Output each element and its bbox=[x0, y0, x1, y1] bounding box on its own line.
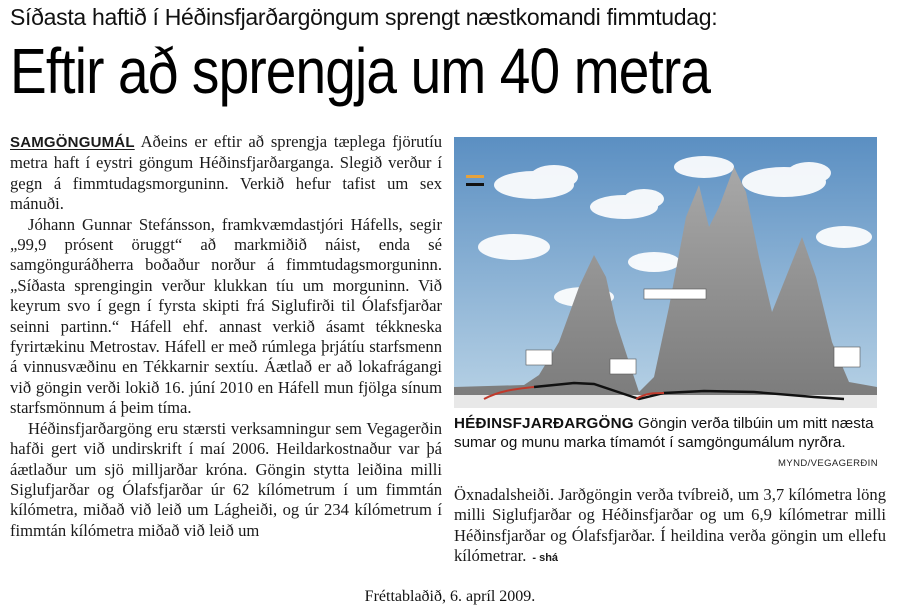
label-box-middle bbox=[610, 359, 636, 374]
label-box-top bbox=[644, 289, 706, 299]
article-paragraph-1 bbox=[10, 132, 442, 215]
tunnel-profile-image bbox=[454, 137, 877, 408]
continuation-text: Öxnadalsheiði. Jarðgöngin verða tvíbreið, um 3,7 kílómetra löng milli Siglufjarðar og Héðinsfjarðar og um 6,9 kílómetrar milli Héðinsfjarðar og Ólafsfjarðar. Í heildina verða göngin um ellefu kílómetrar. bbox=[454, 485, 886, 566]
publication-source: Fréttablaðið, 6. apríl 2009. bbox=[364, 588, 536, 605]
caption-title: HÉÐINSFJARÐARGÖNG bbox=[454, 415, 634, 432]
article-paragraph-2: Jóhann Gunnar Stefánsson, framkvæmdastjóri Háfells, segir „99,9 prósent öruggt“ að markmiðið náist, enda sé samgönguráðherra boðaður norður á fimmtudagsmorguninn. „Síðasta sprengingin verður klukkan tíu um morguninn. Við keyrum svo í gegn í fyrsta skipti frá Siglufirði til Ólafsfjarðar seinni partinn.“ Háfell ehf. annast verkið ásamt tékkneska fyrirtækinu Metrostav. Háfell er með rúmlega þrjátíu starfsmenn á vinnusvæðinu en Tékkarnir sextíu. Áætlað er að lokafrágangi við göngin verði lokið 16. júní 2010 en Háfell mun fjölga sínum starfsmönnum á þeim tíma. bbox=[10, 214, 442, 418]
paragraph-1-text: Aðeins er eftir að sprengja tæplega fjörutíu metra haft í eystri göngum Héðinsfjarðarganga. Slegið verður í gegn á fimmtudagsmorguninn. Verkið hefur tafist um sex mánuði. bbox=[10, 132, 442, 214]
headline: Eftir að sprengja um 40 metra bbox=[10, 35, 711, 107]
legend-mark-1 bbox=[466, 175, 484, 178]
article-body-left bbox=[10, 132, 442, 541]
kicker: Síðasta haftið í Héðinsfjarðargöngum sprengt næstkomandi fimmtudag: bbox=[10, 4, 718, 30]
label-box-right bbox=[834, 347, 860, 367]
caption-text: Göngin verða tilbúin um mitt næsta sumar og munu marka tímamót í samgöngumálum nyrðra. bbox=[454, 415, 874, 451]
legend-mark-2 bbox=[466, 183, 484, 186]
article-body-right bbox=[454, 485, 886, 569]
photo-credit: MYND/VEGAGERÐIN bbox=[778, 458, 878, 469]
label-box-left bbox=[526, 350, 552, 365]
article-paragraph-3: Héðinsfjarðargöng eru stærsti verksamningur sem Vegagerðin hafði gert við undirskrift í maí 2006. Heildarkostnaður var þá áætlaður um sjö milljarðar króna. Göngin stytta leiðina milli Siglufjarðar og Ólafsfjarðar úr 62 kílómetrum í um fimmtán kílómetra, miðað við leið um Lágheiði, og úr 234 kílómetrum í fimmtán kílómetra miðað við leið um bbox=[10, 418, 442, 540]
figure-caption bbox=[454, 414, 884, 452]
author-signature: - shá bbox=[532, 552, 559, 565]
section-tag: SAMGÖNGUMÁL bbox=[10, 134, 135, 151]
tunnel-profile-illustration bbox=[454, 137, 877, 408]
